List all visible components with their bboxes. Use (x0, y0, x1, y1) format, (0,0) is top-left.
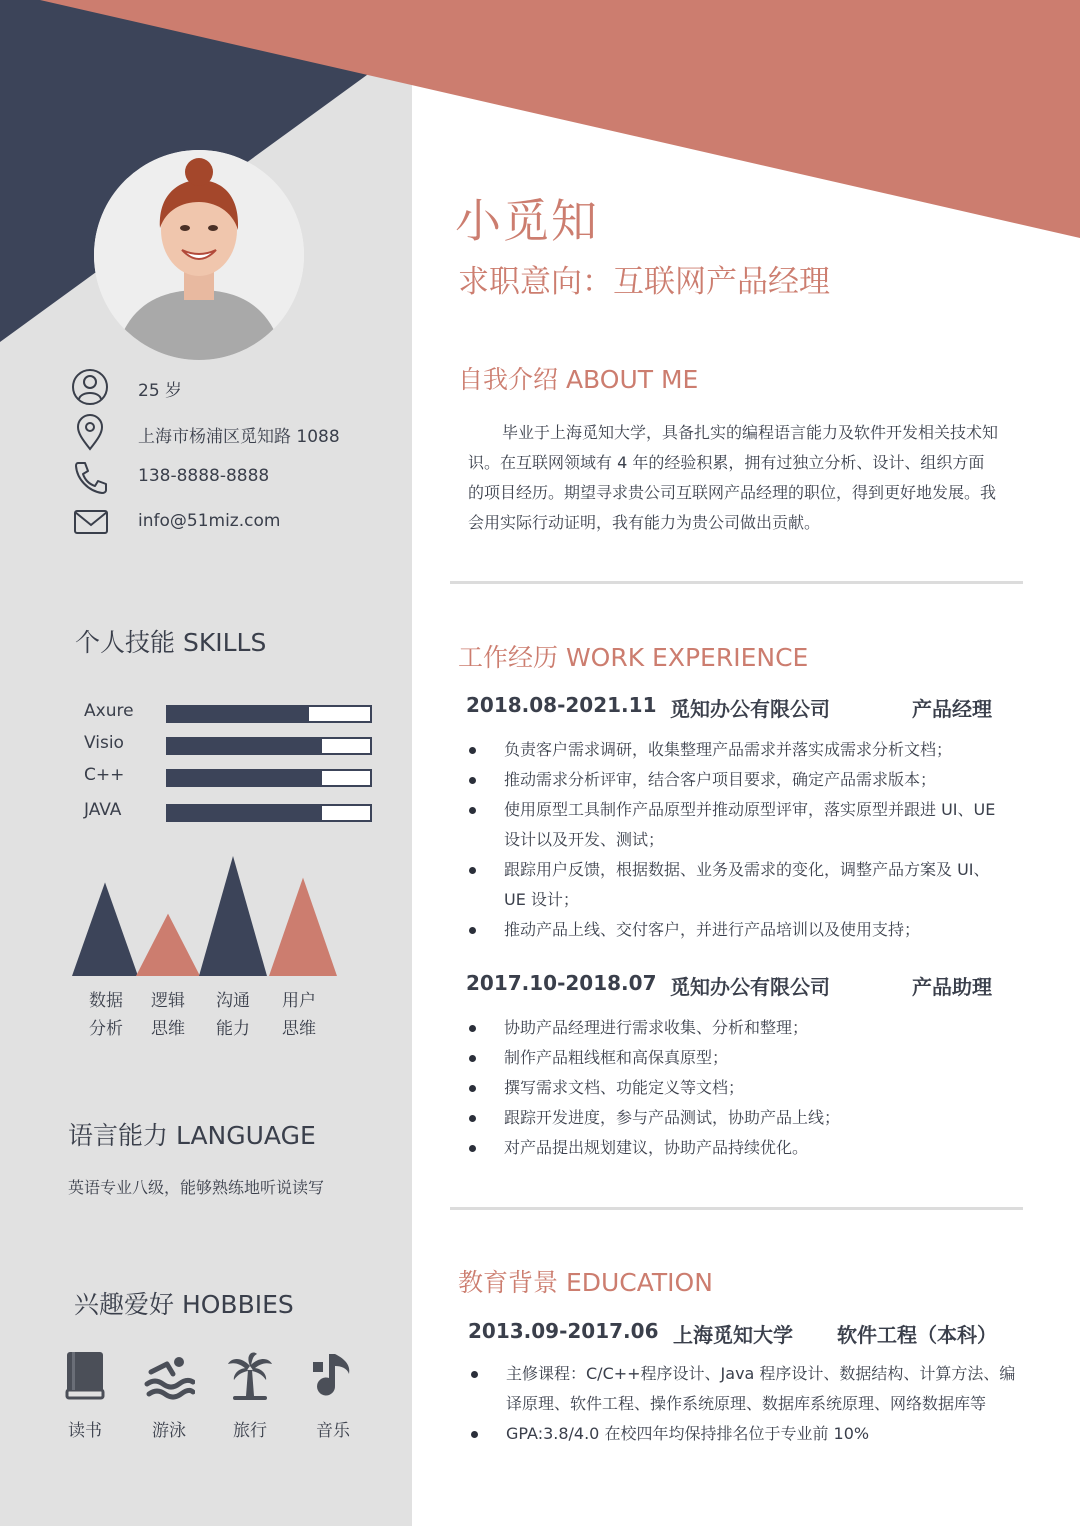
skill-bar-fill (168, 771, 322, 785)
ability-label: 数据 分析 (89, 991, 123, 1039)
contact-age-text: 25 岁 (138, 381, 183, 401)
list-item: 制作产品粗线框和高保真原型； (466, 1043, 1011, 1073)
ability-triangle (199, 856, 267, 976)
list-item: 对产品提出规划建议，协助产品持续优化。 (466, 1133, 1011, 1163)
list-item: 主修课程：C/C++程序设计、Java 程序设计、数据结构、计算方法、编译原理、软件工程、操作系统原理、数据库系统原理、网络数据库等 (468, 1359, 1018, 1419)
skill-row (84, 800, 384, 824)
music-note-icon (309, 1350, 357, 1402)
section-divider (450, 581, 1023, 584)
skill-bar-fill (168, 739, 322, 753)
person-icon (70, 367, 110, 407)
education-school: 上海觅知大学 (673, 1323, 793, 1347)
palm-tree-icon (225, 1350, 275, 1402)
skill-name: Axure (84, 701, 134, 721)
education-details (468, 1359, 1018, 1449)
candidate-name: 小觅知 (455, 194, 599, 248)
ability-label: 用户 思维 (282, 991, 316, 1039)
skill-name: JAVA (84, 800, 122, 820)
location-pin-icon (70, 413, 110, 453)
skill-bar (166, 769, 372, 787)
job-role: 产品助理 (912, 975, 992, 999)
skill-bar (166, 705, 372, 723)
hobby-swimming (134, 1350, 204, 1441)
ability-triangle (269, 878, 337, 976)
contact-phone (70, 457, 400, 497)
portrait-illustration (94, 150, 304, 360)
job-intent: 求职意向：互联网产品经理 (458, 264, 830, 300)
hobby-label: 游泳 (152, 1421, 186, 1441)
job-header (466, 693, 1006, 719)
skill-bar-fill (168, 806, 322, 820)
hobby-travel (215, 1350, 285, 1441)
work-title: 工作经历 WORK EXPERIENCE (458, 643, 809, 672)
job-role: 产品经理 (912, 697, 992, 721)
list-item: 协助产品经理进行需求收集、分析和整理； (466, 1013, 1011, 1043)
skill-row (84, 733, 384, 757)
swimming-icon (143, 1350, 195, 1402)
job-duties (466, 1013, 1011, 1163)
about-title: 自我介绍 ABOUT ME (458, 365, 699, 394)
ability-label: 逻辑 思维 (151, 991, 185, 1039)
skill-bar (166, 737, 372, 755)
job-header (466, 971, 1006, 997)
skill-bar (166, 804, 372, 822)
list-item: 撰写需求文档、功能定义等文档； (466, 1073, 1011, 1103)
skill-name: C++ (84, 765, 125, 785)
language-title: 语言能力 LANGUAGE (68, 1121, 316, 1150)
education-title: 教育背景 EDUCATION (458, 1268, 713, 1297)
education-header (468, 1319, 1008, 1345)
list-item: 推动产品上线、交付客户，并进行产品培训以及使用支持； (466, 915, 1011, 945)
hobby-label: 音乐 (316, 1421, 350, 1441)
hobby-music (298, 1350, 368, 1441)
list-item: 使用原型工具制作产品原型并推动原型评审，落实原型并跟进 UI、UE 设计以及开发、测试； (466, 795, 1011, 855)
hobby-label: 读书 (68, 1421, 102, 1441)
skills-title: 个人技能 SKILLS (75, 628, 267, 657)
skill-name: Visio (84, 733, 124, 753)
contact-age (70, 367, 400, 407)
list-item: 推动需求分析评审，结合客户项目要求，确定产品需求版本； (466, 765, 1011, 795)
hobbies-title: 兴趣爱好 HOBBIES (74, 1290, 294, 1319)
job-company: 觅知办公有限公司 (670, 697, 830, 721)
contact-email-text: info@51miz.com (138, 511, 281, 531)
contact-address (70, 413, 400, 453)
ability-triangle (72, 882, 138, 976)
ability-label: 沟通 能力 (216, 991, 250, 1039)
about-text: 毕业于上海觅知大学，具备扎实的编程语言能力及软件开发相关技术知识。在互联网领域有 4 年的经验积累，拥有过独立分析、设计、组织方面的项目经历。期望寻求贵公司互联网产品经理的职位，得到更好地发展。我会用实际行动证明，我有能力为贵公司做出贡献。 (468, 423, 999, 532)
language-text: 英语专业八级，能够熟练地听说读写 (68, 1178, 325, 1197)
skill-row (84, 765, 384, 789)
hobby-reading (50, 1350, 120, 1441)
education-major: 软件工程（本科） (837, 1323, 997, 1347)
job-company: 觅知办公有限公司 (670, 975, 830, 999)
education-period: 2013.09-2017.06 (468, 1319, 659, 1343)
mail-icon (70, 502, 110, 542)
section-divider (450, 1207, 1023, 1210)
list-item: 负责客户需求调研，收集整理产品需求并落实成需求分析文档； (466, 735, 1011, 765)
phone-icon (70, 457, 110, 497)
contact-address-text: 上海市杨浦区觅知路 1088 (138, 427, 340, 447)
contact-phone-text: 138-8888-8888 (138, 466, 270, 486)
list-item: 跟踪用户反馈，根据数据、业务及需求的变化，调整产品方案及 UI、UE 设计； (466, 855, 1011, 915)
hobby-label: 旅行 (233, 1421, 267, 1441)
contact-email (70, 502, 400, 542)
list-item: GPA:3.8/4.0 在校四年均保持排名位于专业前 10% (468, 1419, 1018, 1449)
job-duties (466, 735, 1011, 945)
list-item: 跟踪开发进度，参与产品测试，协助产品上线； (466, 1103, 1011, 1133)
book-icon (63, 1350, 107, 1402)
job-period: 2017.10-2018.07 (466, 971, 657, 995)
skill-bar-fill (168, 707, 309, 721)
skill-row (84, 701, 384, 725)
avatar (94, 150, 304, 360)
job-period: 2018.08-2021.11 (466, 693, 657, 717)
ability-triangle (136, 914, 200, 976)
ability-triangle-chart (0, 840, 412, 980)
